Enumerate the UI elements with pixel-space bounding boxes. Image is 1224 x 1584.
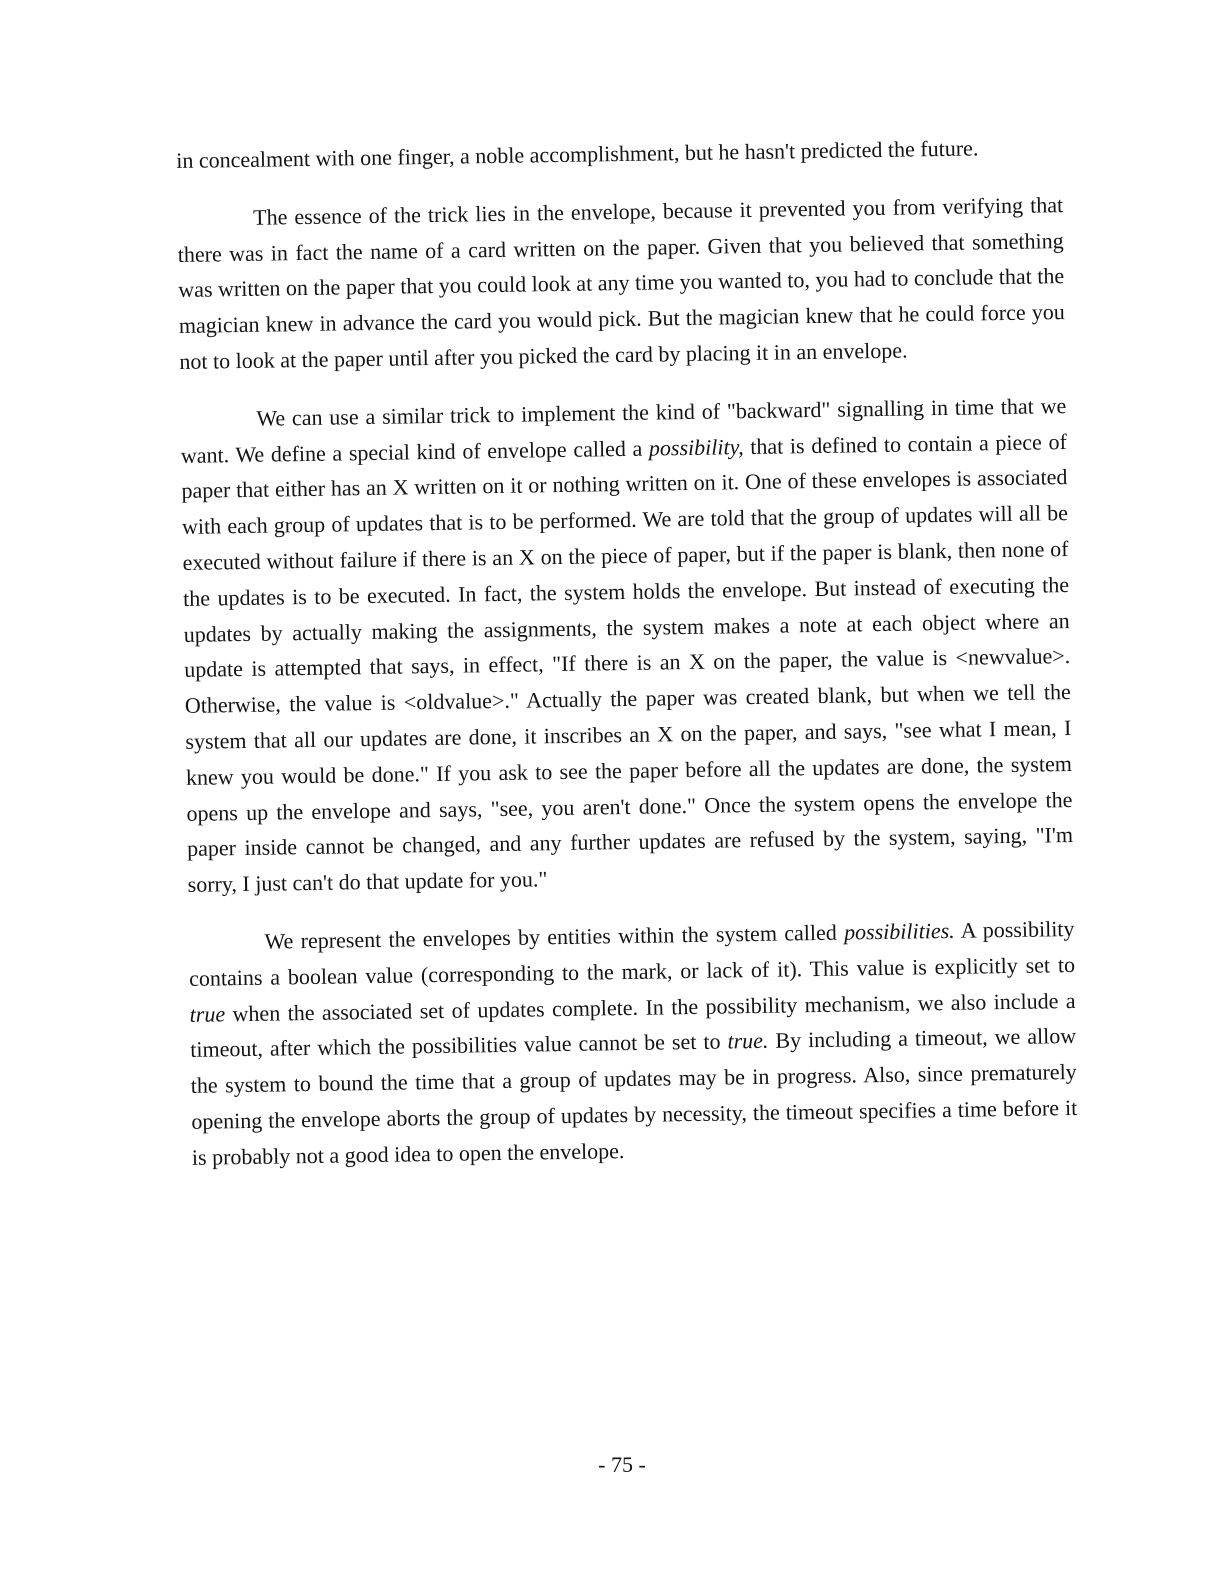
paragraph-3-text-b: that is defined to contain a piece of paper that either has an X written on it or nothing written on it. One of these envelopes is associated with each group of updates that is to be performed. We are told that the group of updates will all be executed without failure if there is an X on the piece of paper, but if the paper is blank, then none of the updates is to be executed. In fact, the system holds the envelope. But instead of executing the updates by actually making the assignments, the system makes a note at each object where an update is attempted that says, in effect, "If there is an X on the paper, the value is <newvalue>. Otherwise, the value is <oldvalue>." Actually the paper was created blank, but when we tell the system that all our updates are done, it inscribes an X on the paper, and says, "see what I mean, I knew you would be done." If you ask to see the paper before all the updates are done, the system opens up the envelope and says, "see, you aren't done." Once the system opens the envelope the paper inside cannot be changed, and any further updates are refused by the system, saying, "I'm sorry, I just can't do that update for you."	[181, 428, 1074, 898]
body-text	[176, 129, 1078, 1175]
paragraph-possibility-definition	[180, 388, 1074, 903]
paragraph-possibilities-entities	[188, 911, 1078, 1175]
page-number-text: - 75 -	[598, 1452, 646, 1477]
paragraph-envelope-essence	[177, 187, 1066, 380]
paragraph-4-italic-possibilities: possibilities.	[843, 917, 955, 945]
paragraph-3-italic-term: possibility,	[648, 433, 744, 461]
paragraph-4-text-b: A possibility contains a boolean value (corresponding to the mark, or lack of it). This value is explicitly set to	[188, 915, 1076, 991]
paragraph-4-text-c: when the associated set of updates complete. In the possibility mechanism, we also include a timeout, after which the possibilities value cannot be set to	[190, 987, 1076, 1063]
paragraph-4-text-d: By including a timeout, we allow the system to bound the time that a group of updates may be in progress. Also, since prematurely opening the envelope aborts the group of updates by necessity, the timeout specifies a time before it is probably not a good idea to open the envelope.	[190, 1023, 1078, 1170]
paragraph-1-text: in concealment with one finger, a noble accomplishment, but he hasn't predicted the future.	[176, 135, 979, 173]
paragraph-4-italic-true-2: true.	[727, 1028, 769, 1054]
paragraph-4-text-a: We represent the envelopes by entities within the system called	[264, 919, 845, 954]
page-number	[0, 1452, 1224, 1478]
paragraph-2-text: The essence of the trick lies in the envelope, because it prevented you from verifying that there was in fact the name of a card written on the paper. Given that you believed that something was written on the paper that you could look at any time you wanted to, you had to conclude that the magician knew in advance the card you would pick. But the magician knew that he could force you not to look at the paper until after you picked the card by placing it in an envelope.	[177, 191, 1065, 374]
paragraph-4-italic-true: true	[189, 1000, 226, 1027]
paragraph-3-text-a: We can use a similar trick to implement the kind of "backward" signalling in time that we want. We define a special kind of envelope called a	[180, 392, 1067, 468]
